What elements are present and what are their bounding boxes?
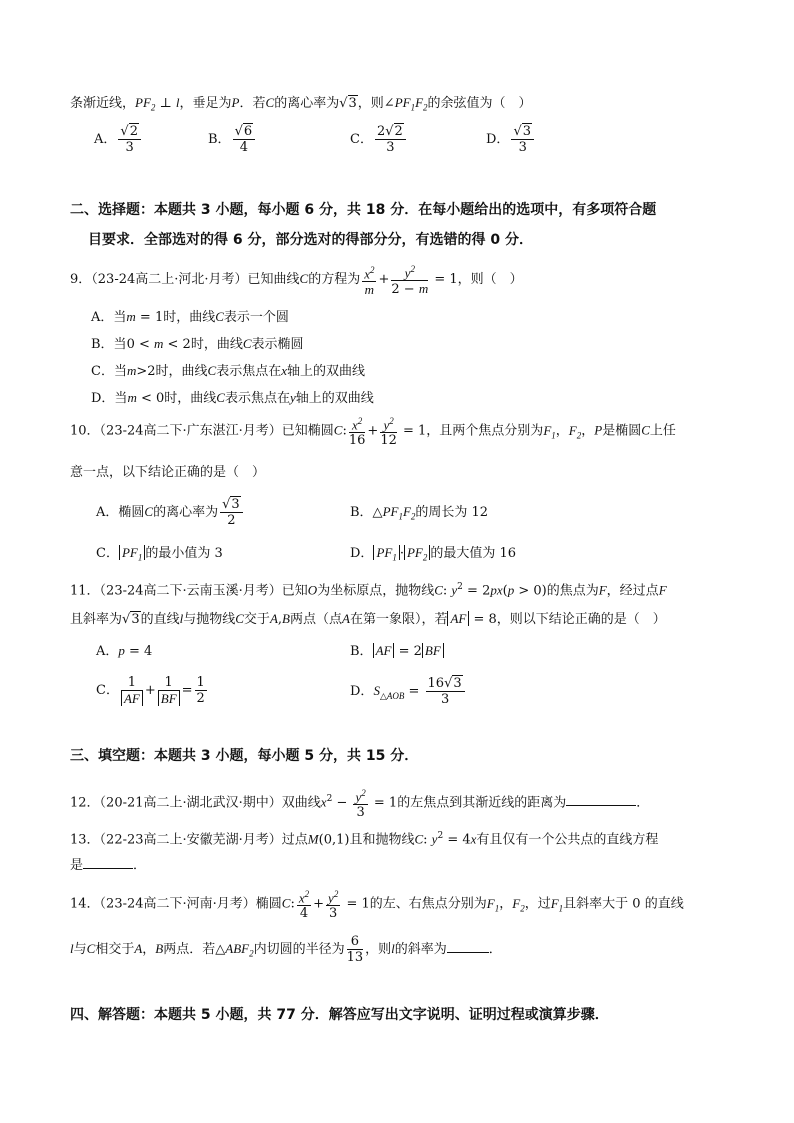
q13-stem-line2: 是 ． [70,858,147,873]
q10-stem-line2: 意一点，以下结论正确的是（ ） [70,465,266,480]
q11-option-d: D．$S_{\triangle AOB}$ = $\frac{16√3}{3}$ [350,672,467,716]
q14-stem: 14．（23-24高二下·河南·月考）椭圆C: $\frac{x^2}{4}$ + $\frac{y^2}{3}$ = 1的左、右焦点分别为$F_1$，$F_2$，过$F_1$且斜率大于 0 的直线 [70,889,684,922]
q8-option-b: B． $\frac{√6}{4}$ [208,124,257,155]
q10-option-a: A．椭圆C的离心率为 $\frac{√3}{2}$ [96,496,245,529]
q8-stem: 条渐近线，$PF_2$ ⊥ l，垂足为P．若C的离心率为√3，则$\angle PF_1F_2$的余弦值为（ ） [70,95,532,113]
q9-option-a: A．当m = 1时，曲线C表示一个圆 [91,309,289,325]
q12-answer-blank[interactable] [566,793,636,806]
q8-option-a: A． $\frac{√2}{3}$ [94,124,143,155]
q11-option-c: C． $\frac{1}{AF}$ + $\frac{1}{BF}$ = $\frac{1}{2}$ [96,674,205,706]
q13-stem: 13．（22-23高二上·安徽芜湖·月考）过点M(0,1)且和抛物线C: $y^2 = 4x$有且仅有一个公共点的直线方程 [70,831,659,848]
q10-option-d: D． $PF_1 \cdot PF_2$ 的最大值为 16 [350,545,517,563]
q14-answer-blank[interactable] [447,940,489,953]
q8-option-d: D． $\frac{√3}{3}$ [486,124,536,155]
q9-stem: 9．（23-24高二上·河北·月考）已知曲线C的方程为 $\frac{x^2}{m}$ + $\frac{y^2}{2 - m}$ = 1，则（ ） [70,264,523,298]
q11-stem-line2: 且斜率为√3的直线l与抛物线C交于A,B两点（点A在第一象限），若 AF = 8，则以下结论正确的是（ ） [70,611,666,627]
q9-option-c: C．当m>2时，曲线C表示焦点在x轴上的双曲线 [91,363,366,379]
q13-answer-blank[interactable] [83,856,133,869]
q9-option-b: B．当0 < m < 2时，曲线C表示椭圆 [91,336,304,352]
q9-option-d: D．当m < 0时，曲线C表示焦点在y轴上的双曲线 [91,390,374,406]
section4-title: 四、解答题：本题共 5 小题，共 77 分．解答应写出文字说明、证明过程或演算步骤． [70,1007,609,1023]
q10-stem: 10．（23-24高二下·广东湛江·月考）已知椭圆C: $\frac{x^2}{16}$ + $\frac{y^2}{12}$ = 1，且两个焦点分别为$F_1$，$F_2$，P是椭圆C上任 [70,416,676,449]
section2-title-line1: 二、选择题：本题共 3 小题，每小题 6 分，共 18 分．在每小题给出的选项中，有多项符合题 [70,202,657,218]
q10-option-c: C． $PF_1$ 的最小值为 3 [96,545,223,563]
q8-option-c: C． $\frac{2√2}{3}$ [350,124,408,155]
q11-option-a: A．p = 4 [96,643,153,659]
q14-stem-line2: l与C相交于A，B两点．若$\triangle ABF_2$内切圆的半径为 $\frac{6}{13}$ ，则l的斜率为 ． [70,934,502,965]
section3-title: 三、填空题：本题共 3 小题，每小题 5 分，共 15 分． [70,748,419,764]
section2-title-line2: 目要求．全部选对的得 6 分，部分选对的得部分分，有选错的得 0 分． [88,232,533,248]
q10-option-b: B．$\triangle PF_1F_2$的周长为 12 [350,504,489,522]
q12-stem: 12．（20-21高二上·湖北武汉·期中）双曲线$x^2$ − $\frac{y^2}{3}$ = 1的左焦点到其渐近线的距离为 ． [70,787,650,820]
q11-stem: 11．（23-24高二下·云南玉溪·月考）已知O为坐标原点，抛物线C: $y^2 = 2px(p > 0)$的焦点为F，经过点F [70,582,667,599]
q11-option-b: B． AF = 2 BF [350,641,444,662]
